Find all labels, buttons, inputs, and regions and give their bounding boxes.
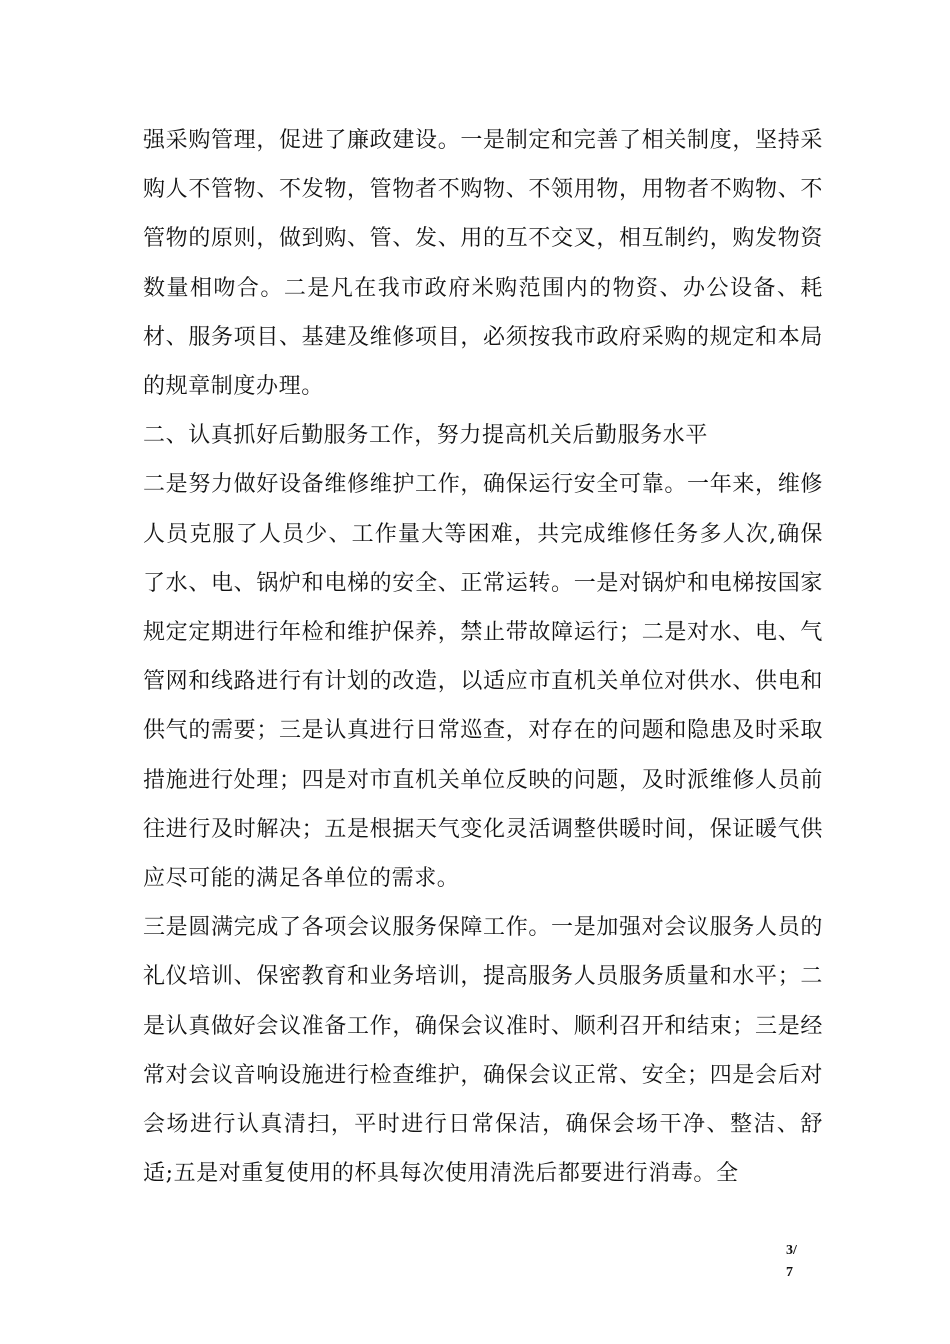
- section-heading-logistics: 二、认真抓好后勤服务工作，努力提高机关后勤服务水平: [143, 423, 709, 449]
- paragraph-procurement: 强采购管理，促进了廉政建设。一是制定和完善了相关制度，坚持采购人不管物、不发物，管物者不购物、不领用物，用物者不购物、不管物的原则，做到购、管、发、用的互不交叉，相互制约，购发物资数量相吻合。二是凡在我市政府米购范围内的物资、办公设备、耗材、服务项目、基建及维修项目，必须按我市政府采购的规定和本局的规章制度办理。: [143, 128, 823, 400]
- page-number: [786, 1240, 806, 1284]
- page-number-total: 7: [786, 1265, 793, 1280]
- paragraph-maintenance: 二是努力做好设备维修维护工作，确保运行安全可靠。一年来，维修人员克服了人员少、工作量大等困难，共完成维修任务多人次,确保了水、电、锅炉和电梯的安全、正常运转。一是对锅炉和电梯按国家规定定期进行年检和维护保养，禁止带故障运行；二是对水、电、气管网和线路进行有计划的改造，以适应市直机关单位对供水、供电和供气的需要；三是认真进行日常巡查，对存在的问题和隐患及时采取措施进行处理；四是对市直机关单位反映的问题，及时派维修人员前往进行及时解决；五是根据天气变化灵活调整供暖时间，保证暖气供应尽可能的满足各单位的需求。: [143, 472, 823, 892]
- page-number-current: 3/: [786, 1243, 797, 1258]
- paragraph-meeting-service: 三是圆满完成了各项会议服务保障工作。一是加强对会议服务人员的礼仪培训、保密教育和业务培训，提高服务人员服务质量和水平；二是认真做好会议准备工作，确保会议准时、顺利召开和结束；三是经常对会议音响设施进行检查维护，确保会议正常、安全；四是会后对会场进行认真清扫，平时进行日常保洁，确保会场干净、整洁、舒适;五是对重复使用的杯具每次使用清洗后都要进行消毒。全: [143, 915, 823, 1187]
- document-body: [143, 116, 823, 1198]
